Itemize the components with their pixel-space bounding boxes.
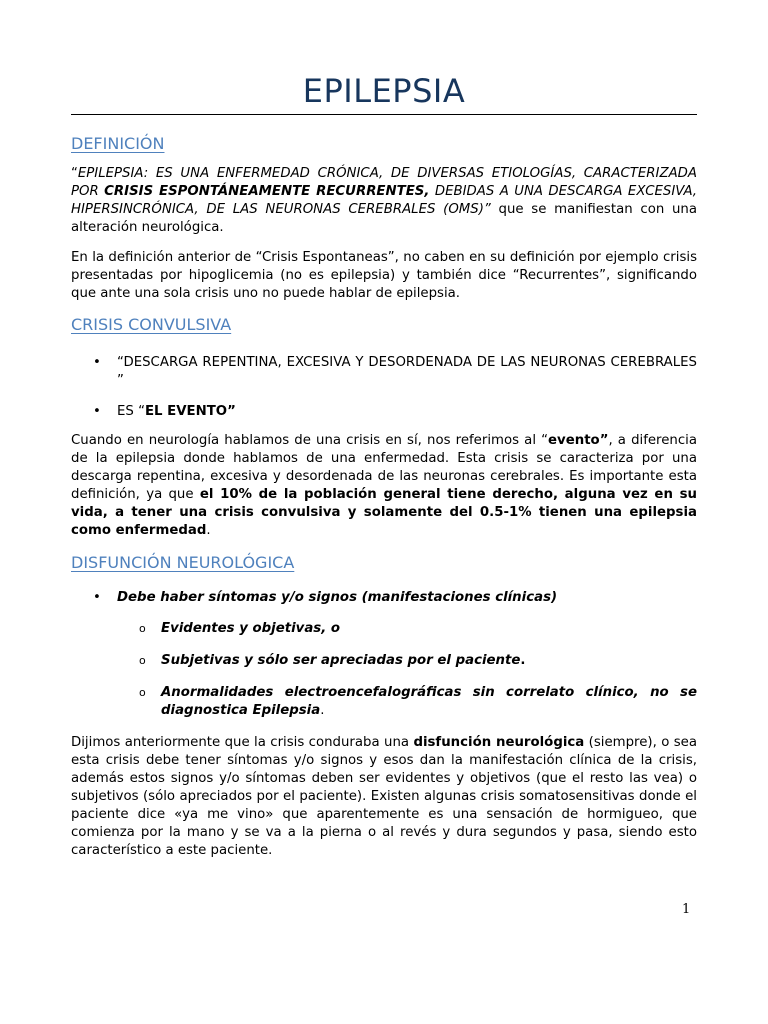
disfuncion-para-c: (siempre), o sea esta crisis debe tener síntomas y/o signos y esos dan la manifestación clínica de la crisis, además estos signos y/o síntomas deben ser evidentes y objetivos (que el resto las vea) o subjetivos (sólo apreciados por el paciente). Existen algunas crisis somatosensitivas donde el paciente dice «ya me vino» que aparentemente es una sensación de hormigueo, que comienza por la mano y se va a la pierna o al revés y dura segundos y pasa, siendo esto característico a este paciente. [71, 735, 697, 858]
crisis-bullet-evento [71, 403, 697, 421]
crisis-para-evento: evento” [548, 433, 609, 448]
disfuncion-sub-subjetivas [71, 652, 697, 670]
crisis-para-statistic: el 10% de la población general tiene derecho, alguna vez en su vida, a tener una crisis convulsiva y solamente del 0.5-1% tienen una epilepsia como enfermedad [71, 487, 697, 538]
crisis-para-a: Cuando en neurología hablamos de una crisis en sí, nos referimos al “ [71, 433, 549, 448]
anormalidades-end: . [320, 703, 325, 718]
definition-paragraph [71, 165, 697, 237]
page-title: EPILEPSIA [71, 72, 697, 115]
definition-quote-bold: CRISIS ESPONTÁNEAMENTE RECURRENTES, [104, 184, 430, 199]
page-content [71, 72, 697, 860]
definition-quote-part2: DEBIDAS A UNA DESCARGA EXCESIVA, HIPERSINCRÓNICA, DE LAS NEURONAS CEREBRALES (OMS)” [71, 184, 698, 217]
definition-explanation: En la definición anterior de “Crisis Espontaneas”, no caben en su definición por ejemplo crisis presentadas por hipoglicemia (no es epilepsia) y también dice “Recurrentes”, significando que ante una sola crisis uno no puede hablar de epilepsia. [71, 250, 697, 301]
crisis-bullet-list [71, 354, 697, 421]
disfuncion-paragraph [71, 734, 697, 860]
disfuncion-para-bold: disfunción neurológica [413, 735, 585, 750]
heading-definicion: DEFINICIÓN [71, 134, 165, 153]
crisis-para-c: , a diferencia de la epilepsia donde hablamos de una enfermedad. Esta crisis se caracteriza por una descarga repentina, excesiva y desordenada de las neuronas cerebrales. Es importante esta definición, ya que [71, 433, 697, 502]
subjetivas-end: . [520, 653, 526, 668]
crisis-paragraph [71, 432, 697, 540]
subjetivas-text: Subjetivas y sólo ser apreciadas por el paciente [161, 653, 521, 668]
definition-quote-part1: EPILEPSIA: ES UNA ENFERMEDAD CRÓNICA, DE DIVERSAS ETIOLOGÍAS, CARACTERIZADA POR [71, 166, 697, 199]
anormalidades-text: Anormalidades electroencefalográficas sin correlato clínico, no se diagnostica Epilepsia [161, 685, 697, 718]
disfuncion-bullet-list [71, 589, 697, 720]
disfuncion-sub-anormalidades [71, 684, 697, 720]
definition-tail: que se manifiestan con una alteración neurológica. [71, 202, 697, 235]
heading-disfuncion-neurologica: DISFUNCIÓN NEUROLÓGICA [71, 553, 295, 572]
quote-open: “ [71, 166, 78, 181]
heading-crisis-convulsiva: CRISIS CONVULSIVA [71, 315, 232, 334]
disfuncion-para-a: Dijimos anteriormente que la crisis conduraba una [71, 735, 414, 750]
disfuncion-sub-evidentes [71, 620, 697, 638]
evento-bold: EL EVENTO” [144, 404, 236, 419]
page-number: 1 [682, 902, 691, 917]
disfuncion-bullet-sintomas [71, 589, 697, 607]
crisis-para-end: . [206, 523, 211, 538]
evidentes-text: Evidentes y objetivas, o [161, 621, 341, 636]
sintomas-text: Debe haber síntomas y/o signos (manifestaciones clínicas) [117, 590, 558, 605]
evento-prefix: ES “ [117, 404, 145, 419]
crisis-bullet-descarga: • “DESCARGA REPENTINA, EXCESIVA Y DESORDENADA DE LAS NEURONAS CEREBRALES ” [71, 354, 697, 390]
